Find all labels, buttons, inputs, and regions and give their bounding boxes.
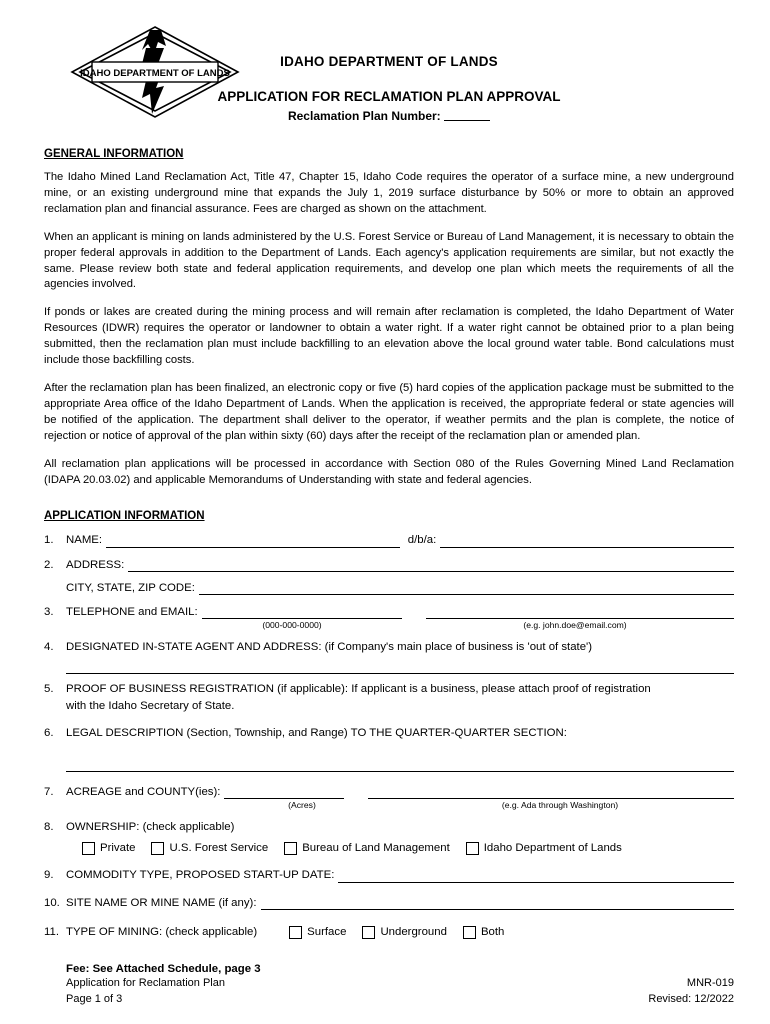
checkbox-icon[interactable] (463, 926, 476, 939)
mining-option-label: Surface (307, 925, 347, 938)
field-proof-label-line2: with the Idaho Secretary of State. (66, 699, 235, 712)
field-dba-input[interactable] (440, 535, 734, 548)
field-commodity-number: 9. (44, 869, 54, 882)
fee-note: Fee: See Attached Schedule, page 3 (66, 962, 261, 975)
plan-number-blank[interactable] (444, 120, 490, 121)
field-site-name (44, 895, 734, 912)
ownership-option-us-forest-service[interactable] (151, 840, 268, 857)
document-footer (66, 976, 734, 1008)
document-header (44, 18, 734, 126)
ownership-option-private[interactable] (82, 840, 135, 857)
field-name-number: 1. (44, 534, 54, 547)
field-agent-input[interactable] (66, 660, 734, 674)
field-address-label: ADDRESS: (66, 558, 125, 571)
field-commodity-label: COMMODITY TYPE, PROPOSED START-UP DATE: (66, 869, 335, 882)
checkbox-icon[interactable] (151, 842, 164, 855)
checkbox-icon[interactable] (82, 842, 95, 855)
application-title: APPLICATION FOR RECLAMATION PLAN APPROVAL (217, 89, 561, 104)
logo-text: IDAHO DEPARTMENT OF LANDS (80, 68, 230, 79)
checkbox-icon[interactable] (362, 926, 375, 939)
field-proof-of-registration (44, 681, 734, 715)
ownership-option-bureau-of-land-management[interactable] (284, 840, 450, 857)
field-city-state-zip-input[interactable] (199, 582, 734, 595)
field-site-number: 10. (44, 896, 60, 909)
field-email-input[interactable] (426, 606, 734, 619)
mining-option-underground[interactable] (362, 924, 447, 941)
field-commodity-input[interactable] (338, 870, 734, 883)
general-paragraph-5: All reclamation plan applications will be processed in accordance with Section 080 of the Rules Governing Mined Land Reclamation (IDAPA 20.03.02) and applicable Memorandums of Understanding with state and federal agencies. (44, 457, 734, 486)
footer-form-title: Application for Reclamation Plan (66, 977, 225, 990)
mining-option-surface[interactable] (289, 924, 346, 941)
footer-right (648, 976, 734, 1008)
idaho-department-of-lands-logo (62, 24, 248, 120)
footer-revision-date: Revised: 12/2022 (648, 993, 734, 1006)
ownership-option-idaho-department-of-lands[interactable] (466, 840, 622, 857)
field-legal-number: 6. (44, 727, 54, 740)
field-dba-label: d/b/a: (407, 534, 437, 547)
field-site-label: SITE NAME OR MINE NAME (if any): (66, 896, 257, 909)
general-paragraph-1: The Idaho Mined Land Reclamation Act, Title 47, Chapter 15, Idaho Code requires the operator of a surface mine, a new underground mine, or an existing underground mine that expands the July 1, 2019 surface disturbance by 50% or more to obtain an approved reclamation plan and financial assurance. Fees are charged as shown on the attachment. (44, 171, 734, 215)
field-city-state-zip-label: CITY, STATE, ZIP CODE: (66, 581, 195, 594)
field-county-input[interactable] (368, 786, 734, 799)
field-telephone-email-hints (44, 619, 734, 632)
email-format-hint: (e.g. john.doe@email.com) (523, 619, 627, 630)
field-type-of-mining (44, 924, 734, 941)
checkbox-icon[interactable] (289, 926, 302, 939)
general-information-heading: GENERAL INFORMATION (44, 148, 184, 160)
field-legal-label: LEGAL DESCRIPTION (Section, Township, and Range) TO THE QUARTER-QUARTER SECTION: (66, 727, 567, 740)
field-site-input[interactable] (261, 897, 735, 910)
field-mining-number: 11. (44, 925, 59, 938)
field-legal-input[interactable] (66, 758, 734, 772)
field-agent-number: 4. (44, 640, 54, 653)
field-acreage-county (44, 784, 734, 812)
acres-hint: (Acres) (288, 800, 316, 811)
ownership-option-label: Private (100, 842, 136, 855)
field-name-label: NAME: (66, 534, 103, 547)
ownership-option-label: U.S. Forest Service (169, 842, 269, 855)
field-designated-agent (44, 639, 734, 674)
ownership-option-label: Bureau of Land Management (302, 842, 450, 855)
general-paragraph-3: If ponds or lakes are created during the mining process and will remain after reclamation is completed, the Idaho Department of Water Resources (IDWR) requires the operator or landowner to obtain a water right. If a water right cannot be obtained prior to a plan being submitted, then the reclamation plan must include backfilling to an elevation above the local ground water table. Bond calculations must include those backfilling costs. (44, 306, 734, 367)
field-agent-label: DESIGNATED IN-STATE AGENT AND ADDRESS: (if Company's main place of business is 'out of state') (66, 640, 593, 653)
field-ownership (44, 819, 734, 857)
telephone-format-hint: (000-000-0000) (262, 619, 322, 630)
field-legal-description (44, 725, 734, 772)
field-telephone-label: TELEPHONE and EMAIL: (66, 605, 198, 618)
field-proof-number: 5. (44, 682, 54, 695)
field-telephone-number: 3. (44, 605, 54, 618)
footer-page-number: Page 1 of 3 (66, 993, 123, 1006)
application-information-heading: APPLICATION INFORMATION (44, 510, 205, 523)
ownership-option-label: Idaho Department of Lands (483, 842, 622, 855)
field-telephone-input[interactable] (202, 606, 402, 619)
ownership-checkbox-group (44, 840, 734, 857)
field-name-input[interactable] (106, 535, 400, 548)
field-acreage-county-hints (44, 799, 734, 812)
field-ownership-label: OWNERSHIP: (check applicable) (66, 821, 235, 834)
field-acreage-number: 7. (44, 786, 54, 799)
field-acreage-input[interactable] (224, 786, 344, 799)
county-hint: (e.g. Ada through Washington) (501, 800, 619, 811)
general-paragraph-2: When an applicant is mining on lands administered by the U.S. Forest Service or Bureau of Land Management, it is necessary to obtain the proper federal approvals in addition to the Department of Lands. Each agency's application requirements are similar, but not exactly the same. Please review both state and federal application requirements, and develop one plan which meets the requirements of all the agencies involved. (44, 230, 734, 291)
field-proof-label: PROOF OF BUSINESS REGISTRATION (if applicable): If applicant is a business, please attach proof of registration (66, 682, 651, 695)
field-address-input[interactable] (128, 559, 734, 572)
checkbox-icon[interactable] (284, 842, 297, 855)
mining-option-label: Underground (380, 925, 447, 938)
field-address (44, 557, 734, 597)
org-title: IDAHO DEPARTMENT OF LANDS (280, 54, 498, 69)
mining-option-label: Both (480, 925, 505, 938)
field-name (44, 532, 734, 549)
checkbox-icon[interactable] (466, 842, 479, 855)
plan-number-label: Reclamation Plan Number: (287, 109, 441, 123)
field-acreage-label: ACREAGE and COUNTY(ies): (66, 786, 221, 799)
footer-left (66, 976, 225, 1008)
footer-form-code: MNR-019 (686, 977, 734, 990)
application-form-fields (44, 532, 734, 940)
field-ownership-number: 8. (44, 821, 54, 834)
field-telephone-email (44, 604, 734, 632)
general-paragraph-4: After the reclamation plan has been finalized, an electronic copy or five (5) hard copies of the application package must be submitted to the appropriate Area office of the Idaho Department of Lands. When the application is received, the appropriate federal or state agencies will be notified of the application. The department shall deliver to the operator, if weather permits and the plan is complete, the notice of rejection or notice of approval of the plan within sixty (60) days after the receipt of the reclamation plan or amended plan. (44, 381, 734, 442)
field-commodity-type (44, 867, 734, 884)
field-mining-label: TYPE OF MINING: (check applicable) (66, 925, 258, 938)
field-address-number: 2. (44, 558, 54, 571)
mining-option-both[interactable] (463, 924, 504, 941)
